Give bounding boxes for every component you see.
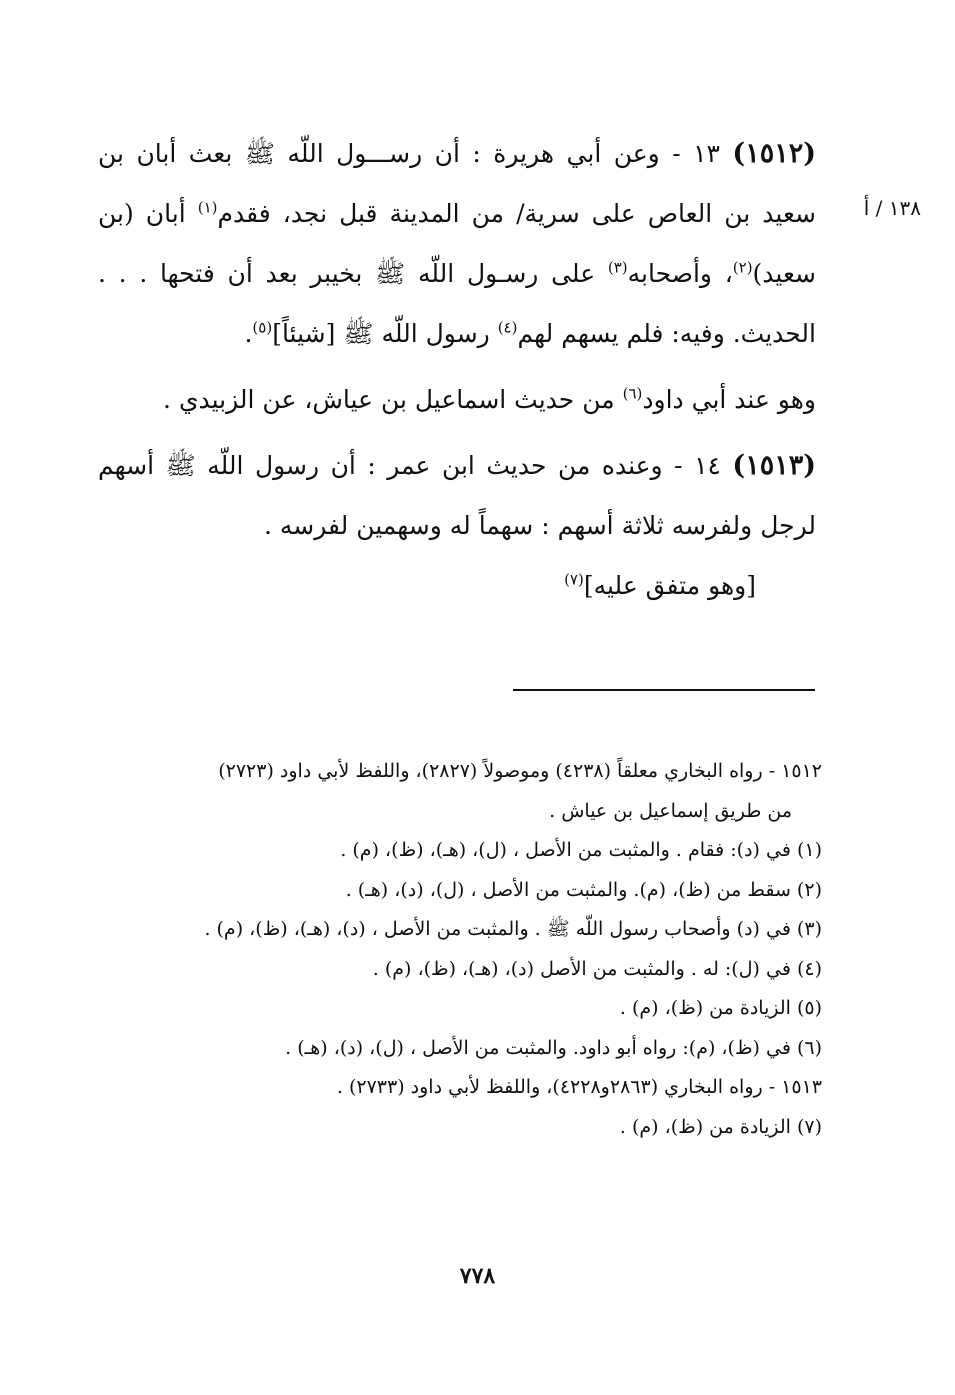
footnote-3: (٣) في (د) وأصحاب رسول اللّه ﷺ . والمثبت من الأصل ، (د)، (هـ)، (ظ)، (م) . [204,918,822,940]
abudawud-text-b: من حديث اسماعيل بن عياش، عن الزبيدي . [163,385,623,414]
abudawud-text-a: وهو عند أبي داود [642,385,816,414]
footnote-1512-source-cont: من طريق إسماعيل بن عياش . [549,799,792,822]
footnote-6: (٦) في (ظ)، (م): رواه أبو داود. والمثبت من الأصل ، (ل)، (د)، (هـ) . [285,1036,822,1059]
hadith-1513-paragraph [98,436,816,556]
footnote-1512-source: ١٥١٢ - رواه البخاري معلقاً (٤٢٣٨) وموصولاً (٢٨٢٧)، واللفظ لأبي داود (٢٧٢٣) [218,760,822,782]
hadith-1512-line3a: سعيد) [752,259,816,288]
hadith-1512-line2b: أبان (بن [98,199,198,228]
agreed-upon-text: [وهو متفق عليه] [583,571,756,600]
footnote-ref-7[interactable]: (٧) [564,570,584,589]
footnote-4: (٤) في (ل): له . والمثبت من الأصل (د)، (هـ)، (ظ)، (م) . [372,957,822,980]
manuscript-folio-note: ١٣٨ / أ [863,196,921,220]
hadith-1512-line2a: سعيد بن العاص على سرية/ من المدينة قبل نجد، فقدم [217,199,816,228]
footnote-ref-4[interactable]: (٤) [497,318,518,337]
abudawud-paragraph [98,370,816,430]
hadith-1512-line3c: على رسـول اللّه ﷺ بخيبر بعد أن فتحها . . . [98,259,608,288]
footnote-ref-3[interactable]: (٣) [607,258,628,277]
hadith-1513-line2: لرجل ولفرسه ثلاثة أسهم : سهماً له وسهمين لفرسه . [263,511,816,540]
agreed-upon-line [98,556,816,616]
hadith-1512-paragraph [98,124,816,364]
footnote-1: (١) في (د): فقام . والمثبت من الأصل ، (ل)، (هـ)، (ظ)، (م) . [340,839,822,861]
page-number: ٧٧٨ [459,1263,496,1289]
hadith-number-1513: (١٥١٣) [732,450,816,481]
footnote-ref-1[interactable]: (١) [197,198,218,217]
hadith-1512-line4c: . [244,319,253,348]
hadith-1512-line4a: الحديث. وفيه: فلم يسهم لهم [517,319,816,348]
footnote-2: (٢) سقط من (ظ)، (م). والمثبت من الأصل ، (ل)، (د)، (هـ) . [345,878,822,901]
main-text [98,124,816,616]
hadith-1512-line3b: ، وأصحابه [627,259,733,288]
footnote-5: (٥) الزيادة من (ظ)، (م) . [619,997,822,1019]
footnote-7: (٧) الزيادة من (ظ)، (م) . [619,1115,822,1138]
footnotes [100,752,822,1147]
hadith-1513-line1: ١٤ - وعنده من حديث ابن عمر : أن رسول اللّه ﷺ أسهم [98,451,733,480]
hadith-1512-line4b: رسول اللّه ﷺ [شيئاً] [272,319,498,348]
footnote-ref-2[interactable]: (٢) [732,258,753,277]
hadith-number-1512: (١٥١٢) [732,138,816,169]
footnote-ref-6[interactable]: (٦) [622,384,643,403]
hadith-1512-line1: ١٣ - وعن أبي هريرة : أن رســـول اللّه ﷺ بعث أبان بن [98,139,733,168]
footnote-1513-source: ١٥١٣ - رواه البخاري (٢٨٦٣و٤٢٢٨)، واللفظ لأبي داود (٢٧٣٣) . [336,1076,822,1098]
footnote-ref-5[interactable]: (٥) [252,318,273,337]
footnote-separator [513,689,815,691]
